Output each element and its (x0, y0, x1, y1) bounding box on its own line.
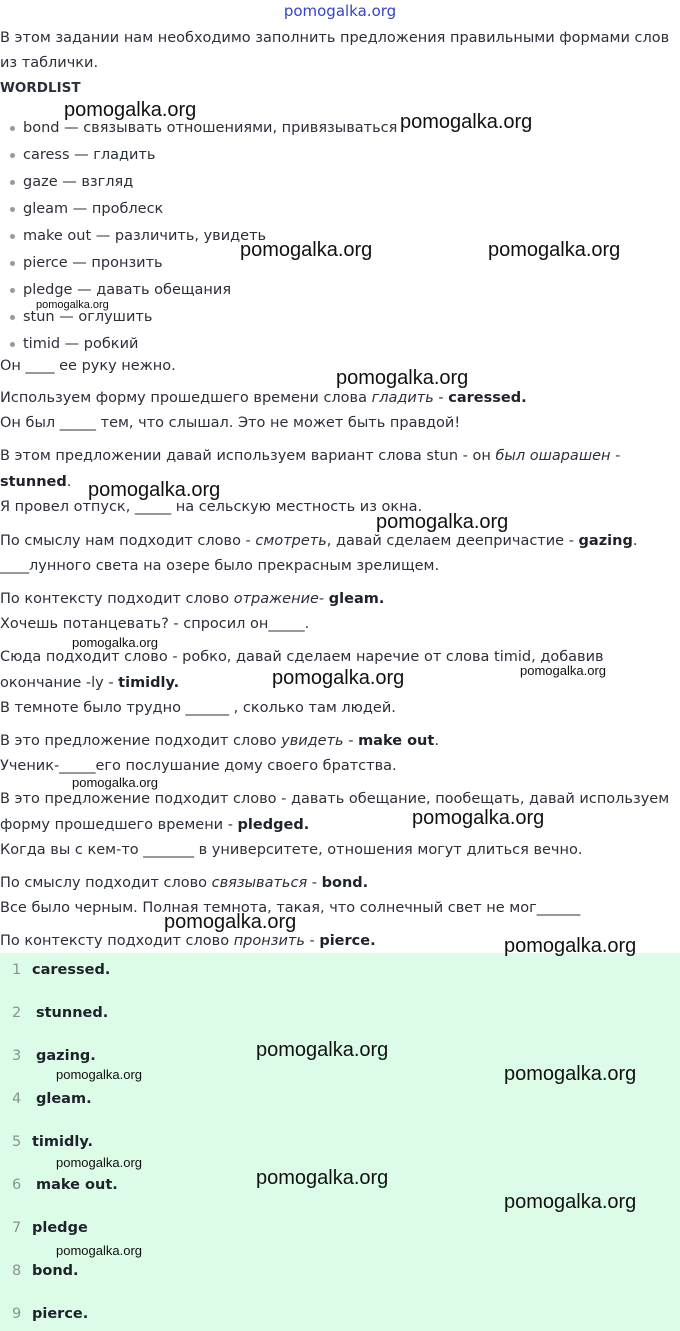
task-explanation: Используем форму прошедшего времени слова гладить - caressed. (0, 390, 527, 406)
answer-word: gazing. (36, 1048, 96, 1064)
bullet-icon (10, 315, 15, 320)
answer-word: stunned. (36, 1005, 109, 1021)
watermark: pomogalka.org (336, 367, 469, 389)
answer-word: make out. (36, 1177, 118, 1193)
watermark: pomogalka.org (56, 1067, 142, 1082)
bullet-icon (10, 288, 15, 293)
watermark: pomogalka.org (412, 807, 545, 829)
answer-number: 9 (12, 1306, 22, 1322)
wordlist-item: gleam — проблеск (10, 199, 163, 219)
wordlist-item: timid — робкий (10, 334, 138, 354)
task-explanation: В это предложение подходит слово - давать обещание, пообещать, давай используем (0, 791, 670, 807)
watermark: pomogalka.org (64, 99, 197, 121)
header-watermark-link[interactable]: pomogalka.org (283, 2, 397, 20)
answer-number: 2 (12, 1005, 22, 1021)
watermark: pomogalka.org (520, 663, 606, 678)
task-sentence: ____лунного света на озере было прекрасным зрелищем. (0, 558, 440, 574)
wordlist-title: WORDLIST (0, 80, 81, 96)
task-sentence: Когда вы с кем-то _______ в университете, отношения могут длиться вечно. (0, 842, 583, 858)
task-sentence: Я провел отпуск, _____ на сельскую местность из окна. (0, 499, 423, 515)
bullet-icon (10, 180, 15, 185)
task-sentence: В темноте было трудно ______ , сколько там людей. (0, 700, 396, 716)
answer-word: bond. (32, 1263, 79, 1279)
task-sentence: Он ____ ее руку нежно. (0, 358, 176, 374)
task-explanation: По контексту подходит слово отражение- gleam. (0, 591, 385, 607)
watermark: pomogalka.org (72, 775, 158, 790)
task-explanation: В этом предложении давай используем вариант слова stun - он был ошарашен - (0, 448, 621, 464)
watermark: pomogalka.org (36, 299, 109, 311)
task-explanation: По смыслу подходит слово связываться - bond. (0, 875, 369, 891)
answer-word: pledge (32, 1220, 88, 1236)
intro-line-2: из таблички. (0, 55, 99, 71)
watermark: pomogalka.org (488, 239, 621, 261)
wordlist-item: pledge — давать обещания (10, 280, 231, 300)
watermark: pomogalka.org (72, 635, 158, 650)
watermark: pomogalka.org (376, 511, 509, 533)
task-explanation-cont: stunned. (0, 474, 72, 490)
task-sentence: Он был _____ тем, что слышал. Это не может быть правдой! (0, 415, 461, 431)
answer-number: 1 (12, 962, 22, 978)
answer-number: 6 (12, 1177, 22, 1193)
bullet-icon (10, 126, 15, 131)
watermark: pomogalka.org (56, 1243, 142, 1258)
bullet-icon (10, 153, 15, 158)
watermark: pomogalka.org (272, 667, 405, 689)
watermark: pomogalka.org (400, 111, 533, 133)
bullet-icon (10, 261, 15, 266)
answer-number: 7 (12, 1220, 22, 1236)
wordlist-item: pierce — пронзить (10, 253, 163, 273)
task-explanation-cont: окончание -ly - timidly. (0, 675, 180, 691)
answer-word: gleam. (36, 1091, 92, 1107)
task-explanation: По контексту подходит слово пронзить - pierce. (0, 933, 376, 949)
intro-line-1: В этом задании нам необходимо заполнить предложения правильными формами слов (0, 30, 670, 46)
task-sentence: Ученик-_____его послушание дому своего братства. (0, 758, 397, 774)
wordlist-item: caress — гладить (10, 145, 155, 165)
task-explanation: По смыслу нам подходит слово - смотреть, давай сделаем деепричастие - gazing. (0, 533, 638, 549)
answer-number: 8 (12, 1263, 22, 1279)
answer-number: 4 (12, 1091, 22, 1107)
bullet-icon (10, 207, 15, 212)
task-sentence: Все было черным. Полная темнота, такая, что солнечный свет не мог______ (0, 900, 581, 916)
wordlist-item: bond — связывать отношениями, привязываться (10, 118, 397, 138)
bullet-icon (10, 342, 15, 347)
watermark: pomogalka.org (256, 1039, 389, 1061)
watermark: pomogalka.org (88, 479, 221, 501)
watermark: pomogalka.org (504, 935, 637, 957)
watermark: pomogalka.org (504, 1191, 637, 1213)
watermark: pomogalka.org (56, 1155, 142, 1170)
watermark: pomogalka.org (256, 1167, 389, 1189)
task-sentence: Хочешь потанцевать? - спросил он_____. (0, 616, 310, 632)
wordlist-item: gaze — взгляд (10, 172, 133, 192)
watermark: pomogalka.org (240, 239, 373, 261)
watermark: pomogalka.org (504, 1063, 637, 1085)
wordlist-item: stun — оглушить (10, 307, 152, 327)
answer-word: pierce. (32, 1306, 89, 1322)
task-explanation: Сюда подходит слово - робко, давай сделаем наречие от слова timid, добавив (0, 649, 604, 665)
answers-panel (0, 953, 680, 1331)
watermark: pomogalka.org (164, 911, 297, 933)
answer-word: caressed. (32, 962, 111, 978)
answer-word: timidly. (32, 1134, 93, 1150)
bullet-icon (10, 234, 15, 239)
task-explanation-cont: форму прошедшего времени - pledged. (0, 817, 310, 833)
wordlist-item: make out — различить, увидеть (10, 226, 266, 246)
task-explanation: В это предложение подходит слово увидеть - make out. (0, 733, 439, 749)
answer-number: 3 (12, 1048, 22, 1064)
answer-number: 5 (12, 1134, 22, 1150)
